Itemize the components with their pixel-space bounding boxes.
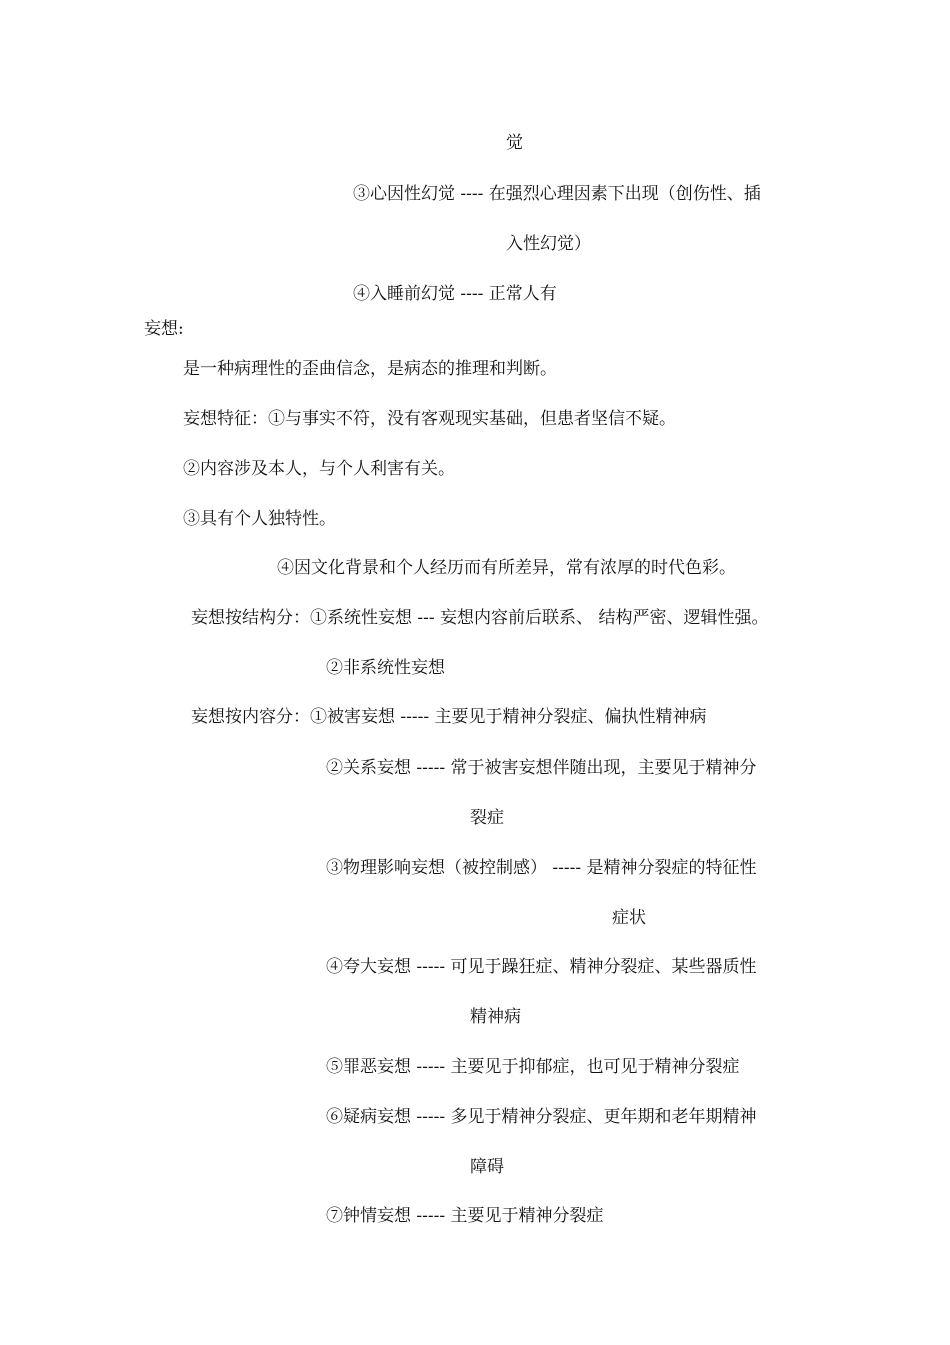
text-line: ②非系统性妄想 bbox=[326, 658, 445, 678]
text-line: ④夸大妄想 ----- 可见于躁狂症、精神分裂症、某些器质性 bbox=[326, 957, 757, 977]
text-line: ④入睡前幻觉 ---- 正常人有 bbox=[353, 284, 557, 304]
text-line: ⑥疑病妄想 ----- 多见于精神分裂症、更年期和老年期精神 bbox=[326, 1107, 757, 1127]
text-line: ⑤罪恶妄想 ----- 主要见于抑郁症，也可见于精神分裂症 bbox=[326, 1057, 740, 1077]
text-line: ③具有个人独特性。 bbox=[183, 509, 336, 529]
text-line: ④因文化背景和个人经历而有所差异，常有浓厚的时代色彩。 bbox=[277, 558, 736, 578]
text-line: ③心因性幻觉 ---- 在强烈心理因素下出现（创伤性、插 bbox=[353, 184, 761, 204]
text-line: 症状 bbox=[612, 908, 646, 928]
section-heading: 妄想: bbox=[144, 319, 184, 339]
text-line: 裂症 bbox=[470, 808, 504, 828]
text-line: 是一种病理性的歪曲信念，是病态的推理和判断。 bbox=[183, 359, 557, 379]
text-line: 妄想按结构分：①系统性妄想 --- 妄想内容前后联系、 结构严密、逻辑性强。 bbox=[191, 608, 769, 628]
text-line: ②关系妄想 ----- 常于被害妄想伴随出现，主要见于精神分 bbox=[326, 758, 757, 778]
text-line: 精神病 bbox=[470, 1007, 521, 1027]
text-line: ②内容涉及本人，与个人利害有关。 bbox=[183, 459, 455, 479]
text-line: ⑦钟情妄想 ----- 主要见于精神分裂症 bbox=[326, 1206, 604, 1226]
text-line: 觉 bbox=[506, 133, 523, 153]
text-line: 妄想特征：①与事实不符，没有客观现实基础，但患者坚信不疑。 bbox=[183, 409, 676, 429]
text-line: ③物理影响妄想（被控制感） ----- 是精神分裂症的特征性 bbox=[326, 858, 757, 878]
text-line: 妄想按内容分：①被害妄想 ----- 主要见于精神分裂症、偏执性精神病 bbox=[191, 707, 707, 727]
text-line: 障碍 bbox=[470, 1157, 504, 1177]
text-line: 入性幻觉） bbox=[506, 234, 591, 254]
